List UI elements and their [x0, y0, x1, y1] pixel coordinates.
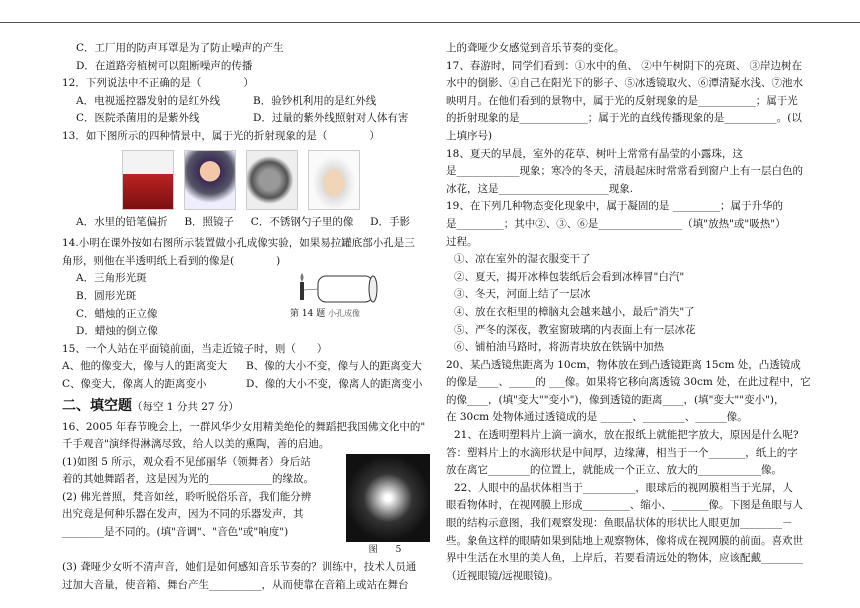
q20-line3: 的像____，(填"变大""变小")，像到透镜的距离____，(填"变大""变小")，	[446, 393, 785, 406]
q12-stem: 12．下列说法中不正确的是（ ）	[62, 77, 254, 90]
section-note: （每空 1 分共 27 分）	[132, 400, 239, 413]
q16-stem: 16、2005 年春节晚会上，一群风华少女用精美绝伦的舞蹈把我国佛文化中的"	[62, 420, 426, 433]
q16-part2-line3: ________是不同的。(填"音调"、"音色"或"响度")	[62, 526, 289, 539]
q13-option-a: A．水里的铅笔偏折	[76, 215, 168, 228]
q16-stem-2: 千手观音"演绎得淋漓尽致，给人以美的熏陶，善的启迪。	[62, 438, 330, 451]
q16-continuation: 上的聋哑少女感觉到音乐节奏的变化。	[446, 42, 625, 54]
q14-option-c: C．蜡烛的正立像	[76, 307, 158, 320]
hand-shadow-image	[308, 150, 360, 210]
q16-part1-line1: (1)如图 5 所示，观众看不见邰丽华（领舞者）身后站	[62, 455, 311, 468]
q20-line2: 的像是____、_____的 ___像。如果将它移向离透镜 30cm 处，在此过程中，它	[446, 376, 811, 389]
q14-stem: 14.小明在课外按如右图所示装置做小孔成像实验，如果易拉罐底部小孔是三	[62, 237, 415, 250]
q14-figure-caption: 小孔成像	[328, 309, 361, 319]
q17-line4: 的折射现象的是_____________；属于光的直线传播现象的是__________。(以	[446, 112, 802, 125]
q17-line1: 17、春游时，同学们看到：①水中的鱼、 ②中午树阴下的亮斑、 ③岸边树在	[446, 59, 803, 72]
q22-line3: 眼的结构示意图，我们观察发现：鱼眼晶状体的形状比人眼更加________－	[446, 517, 793, 530]
q13-stem: 13．如下图所示的四种情景中，属于光的折射现象的是（ ）	[62, 129, 380, 142]
q19-line3: 过程。	[446, 235, 478, 248]
section-heading	[62, 396, 430, 417]
q12-options-row1	[62, 93, 430, 111]
q15-options-row1	[62, 358, 430, 376]
q16-part3-line1: (3) 聋哑少女听不清声音，她们是如何感知音乐节奏的？训练中，技术人员通	[62, 561, 417, 574]
q11-option-d: D．在道路旁植树可以阻断噪声的传播	[76, 59, 253, 72]
q21-line2: 答：塑料片上的水滴形状是中间厚，边缘薄，相当于一个_______，纸上的字	[446, 446, 798, 459]
q19-item-6: ⑥、铺柏油马路时，将沥青块放在铁锅中加热	[454, 341, 664, 354]
right-column	[446, 40, 818, 585]
q17-line5: 上填序号)	[446, 129, 493, 142]
pencil-in-water-image	[122, 150, 174, 210]
q21-line1: 21、在透明塑料片上滴一滴水，放在报纸上就能把字放大，原因是什么呢?	[454, 429, 799, 442]
q13-options	[62, 214, 430, 232]
q16-part2-line1: (2) 佛光普照，梵音如丝，聆听脱俗乐音，我们能分辨	[62, 490, 312, 503]
q13-images	[62, 150, 430, 212]
q13-option-c: C．不锈钢勺子里的像	[250, 215, 354, 228]
q15-stem: 15、一个人站在平面镜前面，当走近镜子时，则（ ）	[62, 342, 328, 355]
steel-spoon-image	[246, 150, 298, 210]
q22-line4: 些。象鱼这样的眼睛如果到陆地上观察物体，像将成在视网膜的前面。喜欢世	[446, 534, 803, 547]
mirror-girl-image	[184, 150, 236, 210]
q19-item-5: ⑤、严冬的深夜，教室窗玻璃的内表面上有一层冰花	[454, 323, 696, 336]
q17-line2: 水中的倒影、④自己在阳光下的影子、⑤冰透镜取火、⑥潭清疑水浅、⑦池水	[446, 77, 803, 90]
q12-option-a: A．电视遥控器发射的是红外线	[76, 94, 221, 107]
q19-line2: 是_________；其中②、③、⑥是________________（填"放热"或"吸热"）	[446, 217, 786, 230]
q14-figure-label: 第 14 题	[290, 309, 326, 320]
q12-option-b: B．验钞机利用的是红外线	[253, 94, 377, 107]
q18-line1: 18、夏天的早晨，室外的花草、树叶上常常有晶莹的小露珠，这	[446, 147, 743, 160]
q13-option-b: B．照镜子	[184, 215, 235, 228]
figure-5-caption: 图 5	[368, 544, 402, 555]
header-rule	[0, 22, 860, 23]
q22-line2: 眼看物体时，在视网膜上形成_________、缩小、_______像。下图是鱼眼与人	[446, 499, 803, 512]
q12-option-d: D．过量的紫外线照射对人体有害	[253, 112, 409, 125]
q13-option-d: D．手影	[370, 215, 410, 228]
q19-item-2: ②、夏天，揭开冰棒包装纸后会看到冰棒冒"白汽"	[454, 270, 685, 283]
q16-body	[62, 454, 430, 560]
q20-line1: 20、某凸透镜焦距离为 10cm，物体放在到凸透镜距离 15cm 处，凸透镜成	[446, 358, 801, 371]
q14-option-d: D．蜡烛的倒立像	[76, 325, 158, 338]
q14-stem-2: 角形，则他在半透明纸上看到的像是( )	[62, 254, 281, 267]
q20-line4: 在 30cm 处物体通过透镜成的是 ______、________、______像。	[446, 411, 748, 424]
q18-line2: 是____________现象；寒冷的冬天，清晨起床时常常看到窗户上有一层白色的	[446, 165, 803, 178]
q22-line5: 界中生活在水里的美人鱼，上岸后，若要看清远处的物体，应该配戴________	[446, 552, 803, 565]
q12-option-c: C．医院杀菌用的是紫外线	[76, 112, 200, 125]
q15-option-d: D、像的大小不变，像离人的距离变小	[246, 377, 423, 390]
q19-item-1: ①、凉在室外的湿衣服变干了	[454, 253, 591, 266]
section-title: 二、填空题	[62, 397, 132, 414]
q12-options-row2	[62, 110, 430, 128]
left-column	[62, 40, 430, 594]
q15-option-a: A、他的像变大，像与人的距离变大	[62, 360, 228, 373]
q21-line3: 放在离它________的位置上，就能成一个正立、放大的____________像。	[446, 464, 782, 477]
q15-option-b: B、像的大小不变，像与人的距离变大	[246, 360, 422, 373]
q15-options-row2	[62, 376, 430, 394]
q19-item-3: ③、冬天，河面上结了一层冰	[454, 288, 591, 301]
q14-body	[62, 270, 430, 340]
q19-item-4: ④、放在衣柜里的樟脑丸会越来越小，最后"消失"了	[454, 305, 695, 318]
q14-option-b: B．圆形光斑	[76, 289, 137, 302]
q14-option-a: A．三角形光斑	[76, 272, 147, 285]
q22-line6: （近视眼镜/远视眼镜)。	[446, 569, 559, 582]
q18-line3: 冰花，这是_____________________现象.	[446, 182, 634, 195]
q16-part3-line2: 过加大音量，使音箱、舞台产生__________，从而使靠在音箱上或站在舞台	[62, 578, 409, 591]
thousand-hand-guanyin-image	[346, 454, 430, 542]
q11-option-c: C．工厂用的防声耳罩是为了防止噪声的产生	[76, 42, 284, 54]
pinhole-camera-diagram	[288, 270, 388, 328]
q17-line3: 映明月。在他们看到的景物中，属于光的反射现象的是___________；属于光	[446, 94, 798, 107]
q22-line1: 22、人眼中的晶状体相当于__________，眼球后的视网膜相当于光屏，人	[454, 481, 793, 494]
q16-part1-line2: 着的其她舞蹈者，这是因为光的____________的缘故。	[62, 473, 314, 486]
q16-part2-line2: 出究竟是何种乐器在发声，因为不同的乐器发声，其	[62, 508, 304, 521]
q19-line1: 19、在下列几种物态变化现象中，属于凝固的是 _________；属于升华的	[446, 200, 783, 213]
q15-option-c: C、像变大，像离人的距离变小	[62, 377, 207, 390]
